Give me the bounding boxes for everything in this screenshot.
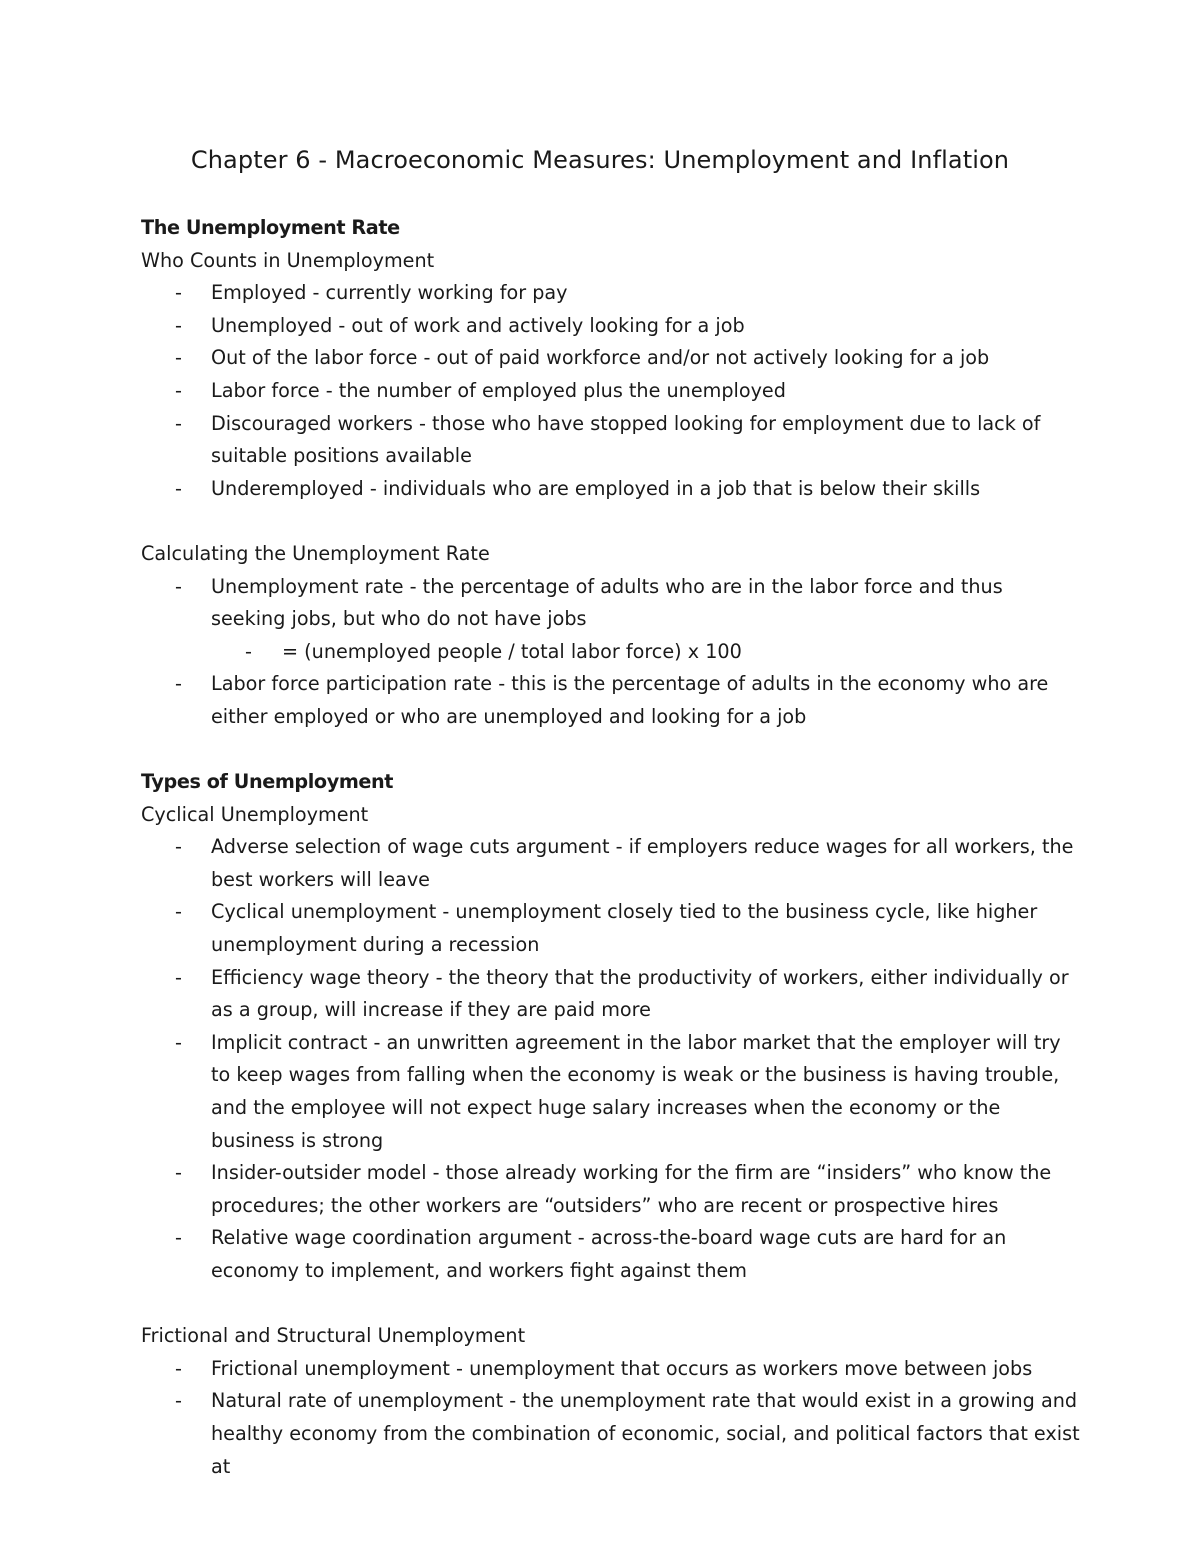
bullet-dash: - [175,313,182,337]
list-item-text: Underemployed - individuals who are employed in a job that is below their skills [211,476,981,500]
list-item-text: Cyclical unemployment - unemployment closely tied to the business cycle, like higher unemployment during a recession [211,900,1038,957]
bullet-dash: - [175,835,182,859]
list-item-text: Implicit contract - an unwritten agreement in the labor market that the employer will try to keep wages from falling when the economy is weak or the business is having trouble, and the employee will not expect huge salary increases when the economy or the business is strong [211,1030,1061,1152]
list-item [141,668,1081,733]
list-item-text: Discouraged workers - those who have stopped looking for employment due to lack of suitable positions available [211,411,1041,468]
list-item [141,310,1081,343]
list-item [141,896,1081,961]
list-item [141,375,1081,408]
bullet-dash: - [175,281,182,305]
list-item-text: Employed - currently working for pay [211,281,568,305]
section-heading-unemployment-rate: The Unemployment Rate [141,216,400,239]
list-item [141,1157,1081,1222]
list-item [141,831,1081,896]
list-item [141,962,1081,1027]
list-item [141,1027,1081,1157]
subheading-calculating: Calculating the Unemployment Rate [141,541,490,565]
list-item [141,571,1081,669]
bullet-dash: - [175,346,182,370]
sublist-item [211,636,1081,669]
list-item-text: Labor force - the number of employed plus the unemployed [211,378,786,402]
spacer [141,1288,1081,1321]
list-item [141,342,1081,375]
frictional-list [141,1353,1081,1483]
formula-text: = (unemployed people / total labor force) x 100 [282,639,742,663]
calculating-list [141,571,1081,734]
bullet-dash: - [175,1356,182,1380]
list-item [141,1353,1081,1386]
subheading-frictional: Frictional and Structural Unemployment [141,1324,526,1348]
bullet-dash: - [175,1161,182,1185]
list-item-text: Labor force participation rate - this is the percentage of adults in the economy who are either employed or who are unemployed and looking for a job [211,672,1049,728]
formula-sublist [211,636,1081,669]
bullet-dash: - [175,965,182,989]
list-item-text: Relative wage coordination argument - across-the-board wage cuts are hard for an economy to implement, and workers fight against them [211,1226,1007,1282]
bullet-dash: - [175,574,182,598]
list-item-text: Frictional unemployment - unemployment that occurs as workers move between jobs [211,1356,1033,1380]
document-body [141,212,1081,1483]
cyclical-list [141,831,1081,1287]
page-title: Chapter 6 - Macroeconomic Measures: Unemployment and Inflation [190,146,1010,174]
subheading-who-counts: Who Counts in Unemployment [141,248,435,272]
bullet-dash: - [175,1226,182,1250]
section-heading-types: Types of Unemployment [141,770,394,794]
list-item [141,277,1081,310]
list-item-text: Unemployment rate - the percentage of adults who are in the labor force and thus seeking jobs, but who do not have jobs [211,574,1003,631]
list-item [141,1385,1081,1483]
list-item-text: Unemployed - out of work and actively looking for a job [211,313,745,337]
bullet-dash: - [175,1389,182,1413]
list-item [141,408,1081,473]
bullet-dash: - [245,639,252,663]
who-counts-list [141,277,1081,505]
bullet-dash: - [175,672,182,696]
list-item [141,473,1081,506]
list-item-text: Insider-outsider model - those already working for the firm are “insiders” who know the procedures; the other workers are “outsiders” who are recent or prospective hires [211,1161,1052,1217]
subheading-cyclical: Cyclical Unemployment [141,802,369,826]
list-item-text: Efficiency wage theory - the theory that the productivity of workers, either individually or as a group, will increase if they are paid more [211,965,1069,1022]
list-item-text: Natural rate of unemployment - the unemployment rate that would exist in a growing and healthy economy from the combination of economic, social, and political factors that exist at [211,1389,1080,1478]
bullet-dash: - [175,900,182,924]
list-item-text: Out of the labor force - out of paid workforce and/or not actively looking for a job [211,346,990,370]
bullet-dash: - [175,411,182,435]
spacer [141,734,1081,767]
spacer [141,505,1081,538]
list-item [141,1222,1081,1287]
bullet-dash: - [175,1030,182,1054]
list-item-text: Adverse selection of wage cuts argument - if employers reduce wages for all workers, the best workers will leave [211,835,1074,891]
bullet-dash: - [175,378,182,402]
bullet-dash: - [175,476,182,500]
